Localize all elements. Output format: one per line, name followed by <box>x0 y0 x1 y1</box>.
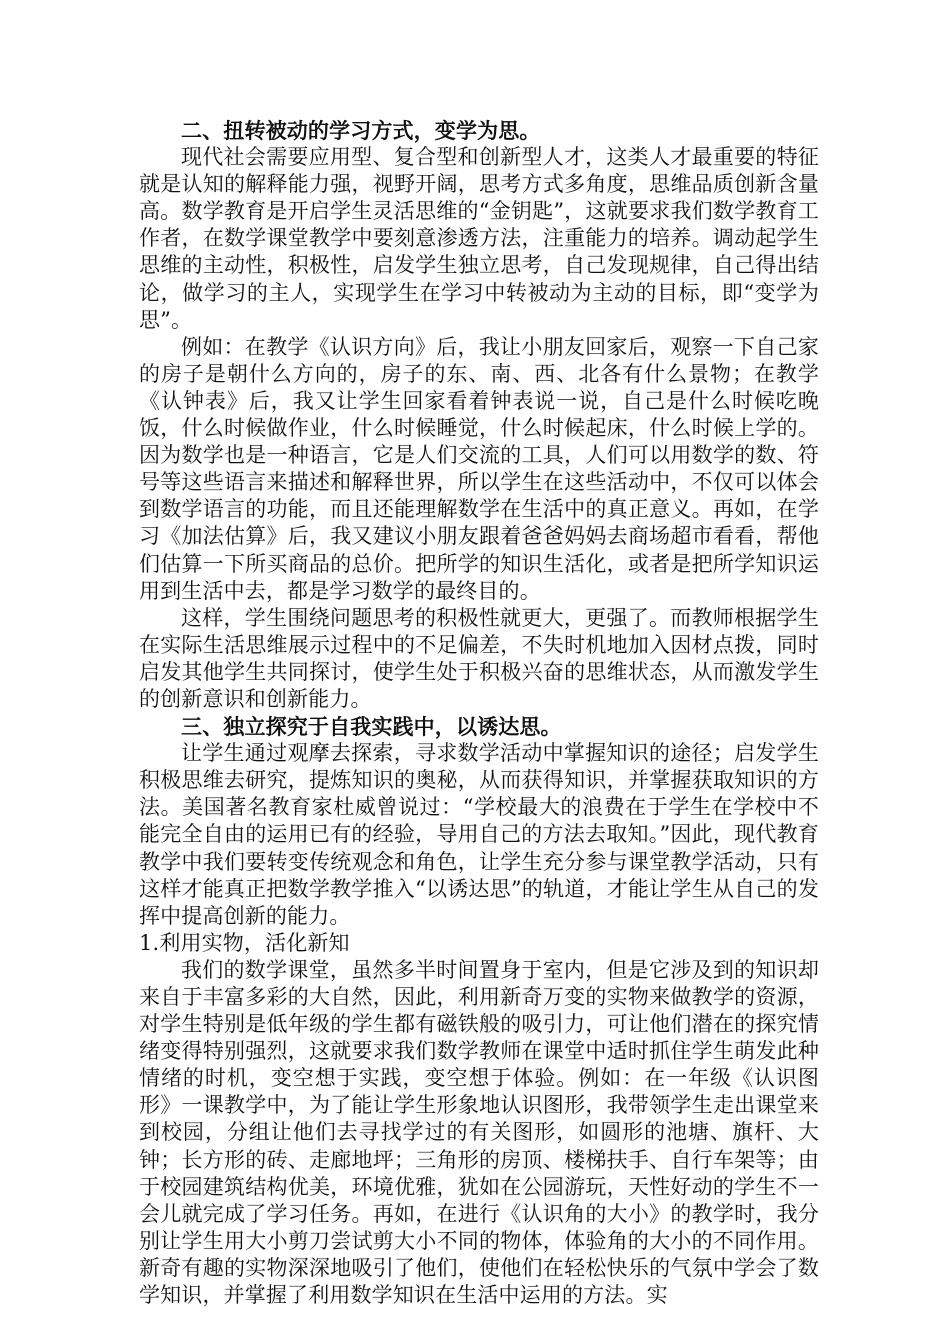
paragraph-4: 让学生通过观摩去探索，寻求数学活动中掌握知识的途径；启发学生积极思维去研究，提炼知识的奥秘，从而获得知识，并掌握获取知识的方法。美国著名教育家杜威曾说过：“学校最大的浪费在于学生在学校中不能完全自由的运用已有的经验，导用自己的方法去取知。”因此，现代教育教学中我们要转变传统观念和角色，让学生充分参与课堂教学活动，只有这样才能真正把数学教学推入“以诱达思”的轨道，才能让学生从自己的发挥中提高创新的能力。 <box>139 741 819 928</box>
paragraph-3: 这样，学生围绕问题思考的积极性就更大，更强了。而教师根据学生在实际生活思维展示过程中的不足偏差，不失时机地加入因材点拨，同时启发其他学生共同探讨，使学生处于积极兴奋的思维状态，从而激发学生的创新意识和创新能力。 <box>139 605 819 711</box>
paragraph-5: 我们的数学课堂，虽然多半时间置身于室内，但是它涉及到的知识却来自于丰富多彩的大自然，因此，利用新奇万变的实物来做教学的资源，对学生特别是低年级的学生都有磁铁般的吸引力，可让他们潜在的探究情绪变得特别强烈，这就要求我们数学教师在课堂中适时抓住学生萌发此种情绪的时机，变空想于实践，变空想于体验。例如：在一年级《认识图形》一课教学中，为了能让学生形象地认识图形，我带领学生走出课堂来到校园，分组让他们去寻找学过的有关图形，如圆形的池塘、旗杆、大钟；长方形的砖、走廊地坪；三角形的房顶、楼梯扶手、自行车架等；由于校园建筑结构优美，环境优雅，犹如在公园游玩，天性好动的学生不一会儿就完成了学习任务。再如，在进行《认识角的大小》的教学时，我分别让学生用大小剪刀尝试剪大小不同的物体，体验角的大小的不同作用。新奇有趣的实物深深地吸引了他们，使他们在轻松快乐的气氛中学会了数学知识，并掌握了利用数学知识在生活中运用的方法。实 <box>139 957 819 1308</box>
section-heading-2: 二、扭转被动的学习方式，变学为思。 <box>181 118 541 143</box>
document-page <box>139 117 819 1309</box>
paragraph-1: 现代社会需要应用型、复合型和创新型人才，这类人才最重要的特征就是认知的解释能力强，视野开阔，思考方式多角度，思维品质创新含量高。数学教育是开启学生灵活思维的“金钥匙”，这就要求我们数学教育工作者，在数学课堂教学中要刻意渗透方法，注重能力的培养。调动起学生思维的主动性，积极性，启发学生独立思考，自己发现规律，自己得出结论，做学习的主人，实现学生在学习中转被动为主动的目标，即“变学为思”。 <box>139 145 819 332</box>
section-heading-3: 三、独立探究于自我实践中，以诱达思。 <box>181 714 562 740</box>
subsection-heading-1: 1.利用实物，活化新知 <box>139 930 350 955</box>
paragraph-2: 例如：在教学《认识方向》后，我让小朋友回家后，观察一下自己家的房子是朝什么方向的，房子的东、南、西、北各有什么景物；在教学《认钟表》后，我又让学生回家看着钟表说一说，自己是什么时候吃晚饭，什么时候做作业，什么时候睡觉，什么时候起床，什么时候上学的。因为数学也是一种语言，它是人们交流的工具，人们可以用数学的数、符号等这些语言来描述和解释世界，所以学生在这些活动中，不仅可以体会到数学语言的功能，而且还能理解数学在生活中的真正意义。再如，在学习《加法估算》后，我又建议小朋友跟着爸爸妈妈去商场超市看看，帮他们估算一下所买商品的总价。把所学的知识生活化，或者是把所学知识运用到生活中去，都是学习数学的最终目的。 <box>139 334 819 603</box>
